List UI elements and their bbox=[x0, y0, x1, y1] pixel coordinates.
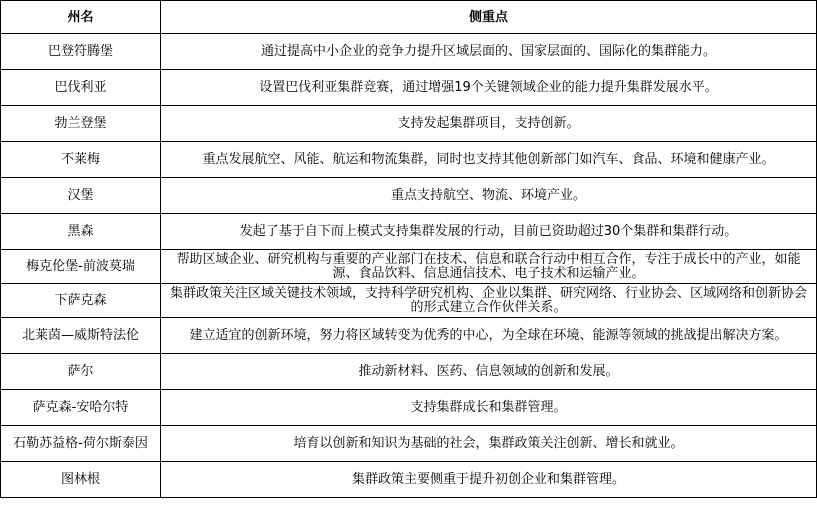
table-row bbox=[1, 462, 817, 498]
state-cell: 下萨克森 bbox=[1, 284, 161, 318]
table-row bbox=[1, 142, 817, 178]
focus-cell: 设置巴伐利亚集群竞赛，通过增强19个关键领域企业的能力提升集群发展水平。 bbox=[161, 70, 817, 106]
state-cell: 萨尔 bbox=[1, 354, 161, 390]
table-row bbox=[1, 34, 817, 70]
focus-cell: 推动新材料、医药、信息领域的创新和发展。 bbox=[161, 354, 817, 390]
focus-cell: 重点支持航空、物流、环境产业。 bbox=[161, 178, 817, 214]
state-cell: 不莱梅 bbox=[1, 142, 161, 178]
focus-cell: 培育以创新和知识为基础的社会，集群政策关注创新、增长和就业。 bbox=[161, 426, 817, 462]
table-row bbox=[1, 178, 817, 214]
table-row bbox=[1, 390, 817, 426]
focus-cell: 集群政策主要侧重于提升初创企业和集群管理。 bbox=[161, 462, 817, 498]
focus-cell: 支持集群成长和集群管理。 bbox=[161, 390, 817, 426]
state-cell: 石勒苏益格-荷尔斯泰因 bbox=[1, 426, 161, 462]
focus-cell: 支持发起集群项目，支持创新。 bbox=[161, 106, 817, 142]
focus-cell: 集群政策关注区域关键技术领域，支持科学研究机构、企业以集群、研究网络、行业协会、区域网络和创新协会的形式建立合作伙伴关系。 bbox=[161, 284, 817, 318]
table-row bbox=[1, 250, 817, 284]
state-cell: 勃兰登堡 bbox=[1, 106, 161, 142]
table-row bbox=[1, 106, 817, 142]
focus-cell: 通过提高中小企业的竞争力提升区域层面的、国家层面的、国际化的集群能力。 bbox=[161, 34, 817, 70]
state-cell: 汉堡 bbox=[1, 178, 161, 214]
state-cell: 巴登符腾堡 bbox=[1, 34, 161, 70]
table-row bbox=[1, 318, 817, 354]
state-cell: 黑森 bbox=[1, 214, 161, 250]
state-cell: 图林根 bbox=[1, 462, 161, 498]
table-row bbox=[1, 214, 817, 250]
table-row bbox=[1, 354, 817, 390]
focus-cell: 发起了基于自下而上模式支持集群发展的行动，目前已资助超过30个集群和集群行动。 bbox=[161, 214, 817, 250]
header-focus: 侧重点 bbox=[161, 1, 817, 34]
focus-cell: 重点发展航空、风能、航运和物流集群，同时也支持其他创新部门如汽车、食品、环境和健康产业。 bbox=[161, 142, 817, 178]
state-cell: 巴伐利亚 bbox=[1, 70, 161, 106]
header-state: 州名 bbox=[1, 1, 161, 34]
focus-cell: 建立适宜的创新环境，努力将区域转变为优秀的中心，为全球在环境、能源等领域的挑战提出解决方案。 bbox=[161, 318, 817, 354]
table-row bbox=[1, 426, 817, 462]
table-row bbox=[1, 284, 817, 318]
state-cell: 萨克森-安哈尔特 bbox=[1, 390, 161, 426]
state-cell: 梅克伦堡-前波莫瑞 bbox=[1, 250, 161, 284]
state-cell: 北莱茵—威斯特法伦 bbox=[1, 318, 161, 354]
header-row bbox=[1, 1, 817, 34]
table-row bbox=[1, 70, 817, 106]
focus-cell: 帮助区域企业、研究机构与重要的产业部门在技术、信息和联合行动中相互合作，专注于成长中的产业，如能源、食品饮料、信息通信技术、电子技术和运输产业。 bbox=[161, 250, 817, 284]
